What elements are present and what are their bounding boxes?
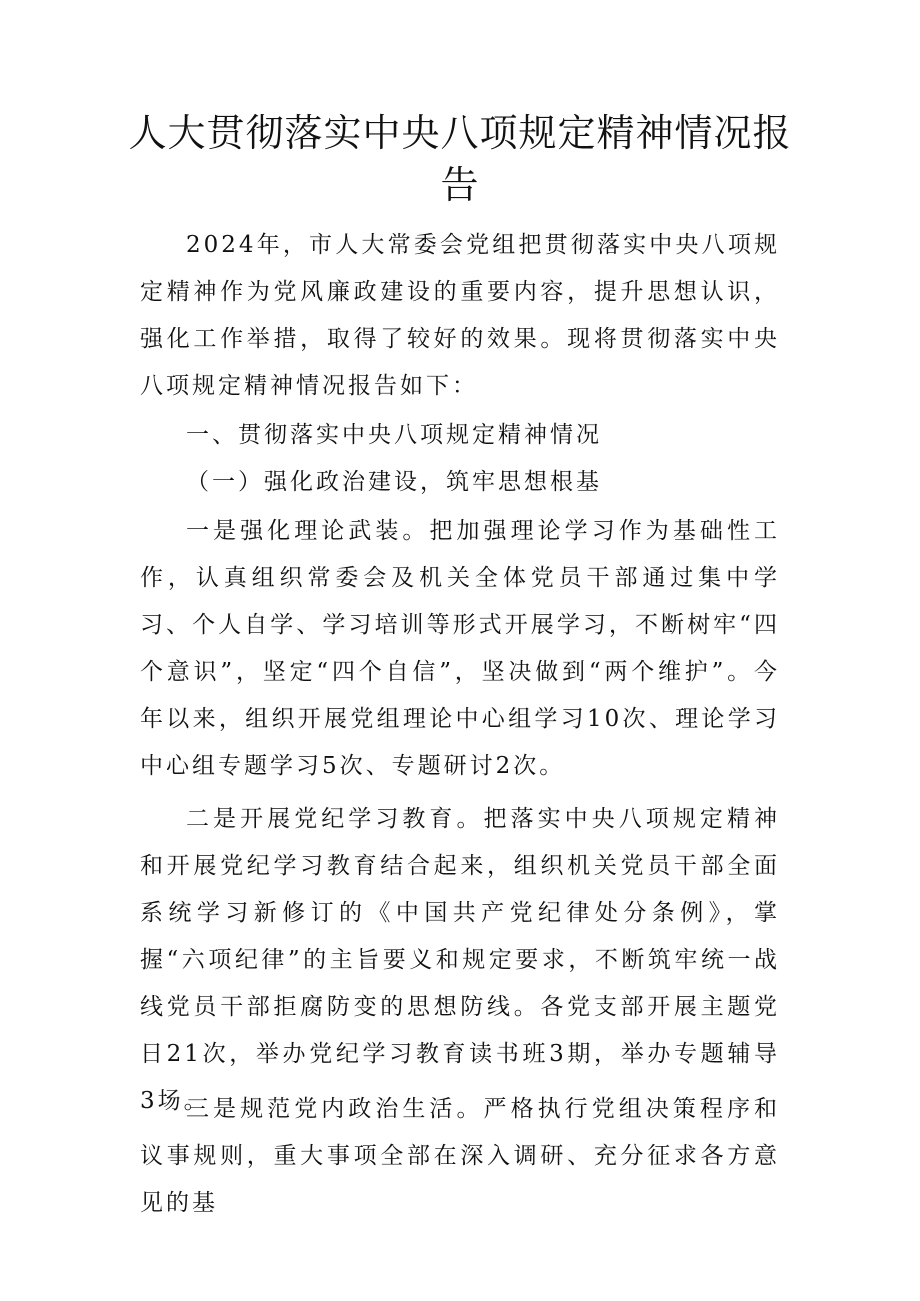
paragraph-theory-study: 一是强化理论武装。把加强理论学习作为基础性工作，认真组织常委会及机关全体党员干部通过集中学习、个人自学、学习培训等形式开展学习，不断树牢“四个意识”，坚定“四个自信”，坚决做到“两个维护”。今年以来，组织开展党组理论中心组学习10次、理论学习中心组专题学习5次、专题研讨2次。 [140,518,780,779]
document-title-line-2: 告 [440,163,480,207]
paragraph-discipline-education: 二是开展党纪学习教育。把落实中央八项规定精神和开展党纪学习教育结合起来，组织机关党员干部全面系统学习新修订的《中国共产党纪律处分条例》，掌握“六项纪律”的主旨要义和规定要求，不断筑牢统一战线党员干部拒腐防变的思想防线。各党支部开展主题党日21次，举办党纪学习教育读书班3期，举办专题辅导3场。 [140,806,780,1114]
subsection-heading-1: （一）强化政治建设，筑牢思想根基 [186,469,602,495]
document-title-line-1: 人大贯彻落实中央八项规定精神情况报 [128,111,792,155]
intro-paragraph: 2024年，市人大常委会党组把贯彻落实中央八项规定精神作为党风廉政建设的重要内容，提升思想认识，强化工作举措，取得了较好的效果。现将贯彻落实中央八项规定精神情况报告如下： [140,232,780,399]
section-heading-1: 一、贯彻落实中央八项规定精神情况 [186,422,602,448]
paragraph-political-life: 三是规范党内政治生活。严格执行党组决策程序和议事规则，重大事项全部在深入调研、充分征求各方意见的基 [140,1096,780,1216]
